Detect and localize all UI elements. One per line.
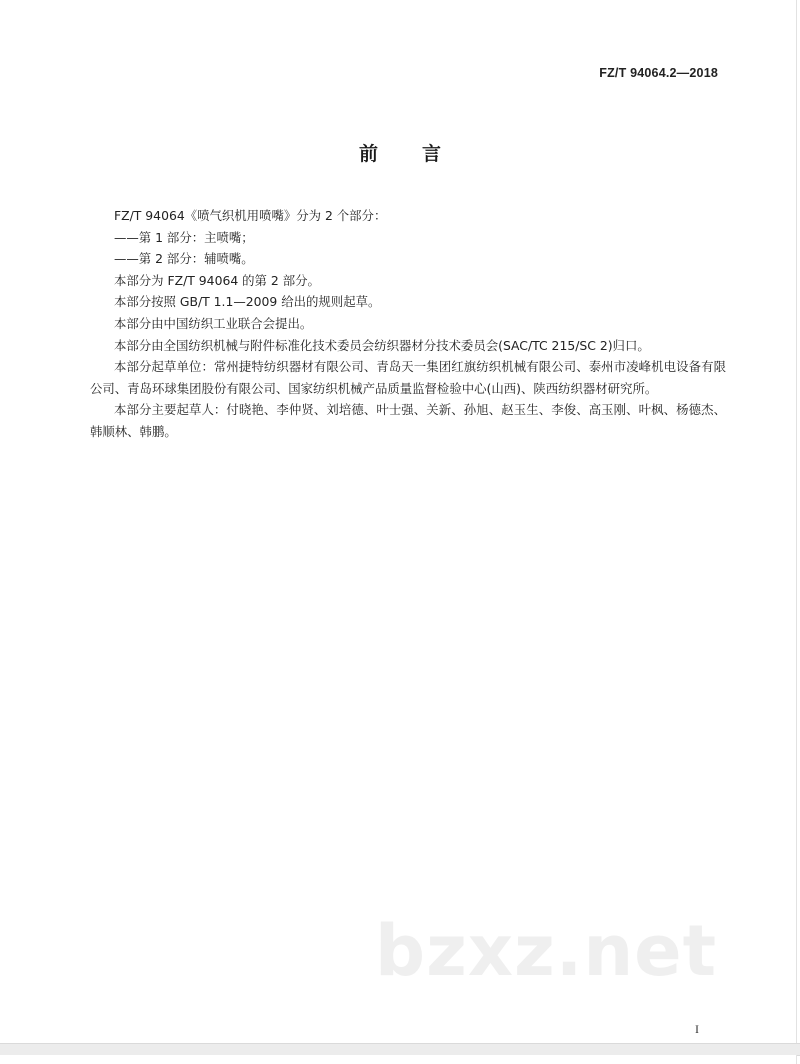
paragraph-proposed-by: 本部分由中国纺织工业联合会提出。 — [114, 315, 313, 331]
paragraph-intro: FZ/T 94064《喷气织机用喷嘴》分为 2 个部分： — [114, 208, 387, 223]
title-char-2: 言 — [422, 143, 442, 165]
next-page-edge — [0, 1055, 797, 1064]
standard-code: FZ/T 94064.2—2018 — [599, 66, 718, 80]
list-item-part-2: ——第 2 部分：辅喷嘴。 — [114, 251, 254, 267]
page-number: I — [695, 1022, 699, 1036]
list-item-part-1: ——第 1 部分：主喷嘴； — [114, 229, 254, 245]
title-char-1: 前 — [358, 143, 378, 165]
paragraph-drafting-rules: 本部分按照 GB/T 1.1—2009 给出的规则起草。 — [114, 294, 381, 310]
page-title — [0, 139, 800, 166]
paragraph-main-drafters: 本部分主要起草人：付晓艳、李仲贤、刘培德、叶士强、关新、孙旭、赵玉生、李俊、高玉刚、叶枫、杨德杰、韩顺林、韩鹏。 — [90, 402, 726, 439]
paragraph-part-statement: 本部分为 FZ/T 94064 的第 2 部分。 — [114, 272, 320, 288]
paragraph-drafting-units: 本部分起草单位：常州捷特纺织器材有限公司、青岛天一集团红旗纺织机械有限公司、泰州市凌峰机电设备有限公司、青岛环球集团股份有限公司、国家纺织机械产品质量监督检验中心(山西)、陕西纺织器材研究所。 — [90, 359, 726, 396]
paragraph-centralized-by: 本部分由全国纺织机械与附件标准化技术委员会纺织器材分技术委员会(SAC/TC 215/SC 2)归口。 — [114, 337, 650, 353]
foreword-body — [90, 205, 726, 443]
watermark: bzxz.net — [375, 910, 718, 992]
